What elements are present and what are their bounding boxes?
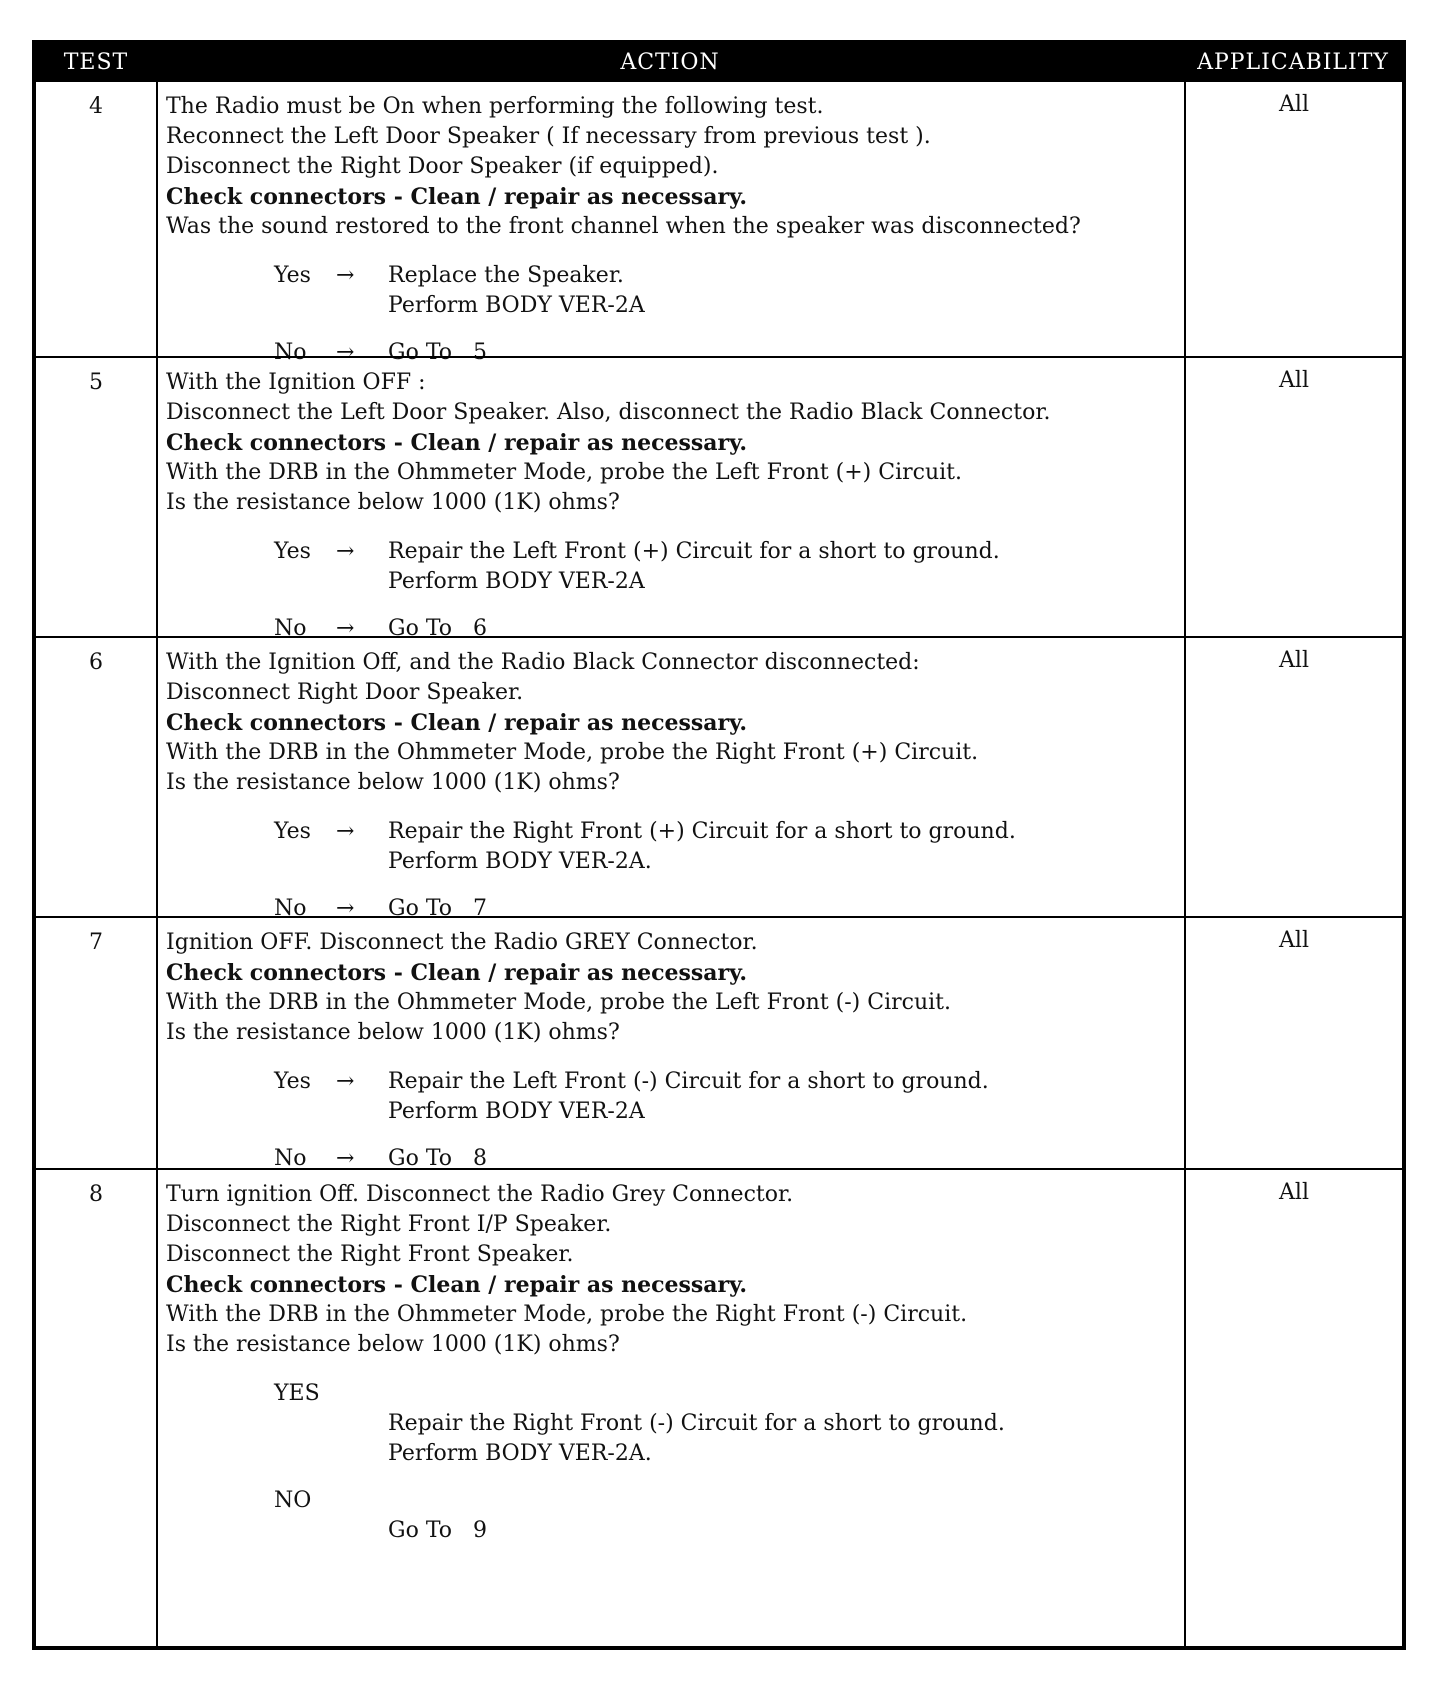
applicability: All [1279, 648, 1309, 673]
action-line: Disconnect Right Door Speaker. [166, 680, 524, 705]
action-line: Disconnect the Left Door Speaker. Also, disconnect the Radio Black Connector. [166, 400, 1051, 425]
yes-result: Repair the Left Front (+) Circuit for a short to ground. [388, 539, 1000, 564]
yes-label: YES [274, 1381, 320, 1406]
action-cell [166, 928, 1176, 1174]
action-line: With the DRB in the Ohmmeter Mode, probe the Right Front (+) Circuit. [166, 740, 979, 765]
yes-result: Repair the Left Front (-) Circuit for a short to ground. [388, 1069, 989, 1094]
table-row [36, 1168, 1402, 1648]
test-number: 6 [89, 650, 103, 675]
action-question: Is the resistance below 1000 (1K) ohms? [166, 490, 620, 515]
action-question: Was the sound restored to the front channel when the speaker was disconnected? [166, 214, 1081, 239]
yes-branch [166, 1067, 1176, 1097]
yes-result: Perform BODY VER-2A [388, 293, 645, 318]
applicability: All [1279, 92, 1309, 117]
table-row [36, 916, 1402, 1170]
yes-result: Perform BODY VER-2A [388, 1099, 645, 1124]
arrow-icon: → [336, 340, 355, 365]
header-test: TEST [63, 50, 129, 75]
test-number: 8 [89, 1182, 103, 1207]
no-result: Go To 8 [388, 1146, 487, 1171]
action-line: Reconnect the Left Door Speaker ( If necessary from previous test ). [166, 124, 931, 149]
table-header [36, 44, 1402, 82]
no-label: NO [274, 1488, 312, 1513]
yes-result: Perform BODY VER-2A. [388, 1441, 652, 1466]
no-result: Go To 9 [388, 1518, 487, 1543]
no-branch [166, 1486, 1176, 1516]
yes-result: Replace the Speaker. [388, 263, 624, 288]
no-label: No [274, 616, 307, 641]
header-action: ACTION [620, 50, 720, 75]
action-line: With the Ignition Off, and the Radio Black Connector disconnected: [166, 650, 920, 675]
yes-result: Repair the Right Front (-) Circuit for a short to ground. [388, 1411, 1005, 1436]
action-line: The Radio must be On when performing the following test. [166, 94, 824, 119]
action-cell [166, 1180, 1176, 1546]
applicability: All [1279, 1180, 1309, 1205]
no-label: No [274, 1146, 307, 1171]
table-row [36, 636, 1402, 921]
action-cell [166, 92, 1176, 368]
applicability: All [1279, 928, 1309, 953]
action-line: With the DRB in the Ohmmeter Mode, probe the Left Front (-) Circuit. [166, 990, 951, 1015]
no-result: Go To 5 [388, 340, 487, 365]
yes-branch [166, 1379, 1176, 1409]
arrow-icon: → [336, 616, 355, 641]
yes-branch [166, 817, 1176, 847]
check-connectors-note: Check connectors - Clean / repair as necessary. [166, 184, 748, 210]
yes-result: Perform BODY VER-2A [388, 569, 645, 594]
check-connectors-note: Check connectors - Clean / repair as necessary. [166, 960, 748, 986]
arrow-icon: → [336, 539, 355, 564]
action-line: Turn ignition Off. Disconnect the Radio Grey Connector. [166, 1182, 794, 1207]
check-connectors-note: Check connectors - Clean / repair as necessary. [166, 1272, 748, 1298]
action-cell [166, 648, 1176, 924]
action-line: Disconnect the Right Front Speaker. [166, 1242, 574, 1267]
action-line: Disconnect the Right Front I/P Speaker. [166, 1212, 612, 1237]
action-question: Is the resistance below 1000 (1K) ohms? [166, 1020, 620, 1045]
table-row [36, 356, 1402, 641]
arrow-icon: → [336, 896, 355, 921]
action-question: Is the resistance below 1000 (1K) ohms? [166, 770, 620, 795]
yes-branch [166, 261, 1176, 291]
yes-result: Perform BODY VER-2A. [388, 849, 652, 874]
action-line: With the DRB in the Ohmmeter Mode, probe the Right Front (-) Circuit. [166, 1302, 968, 1327]
arrow-icon: → [336, 1069, 355, 1094]
yes-branch [166, 537, 1176, 567]
action-line: Disconnect the Right Door Speaker (if equipped). [166, 154, 719, 179]
test-number: 5 [89, 370, 103, 395]
table-row [36, 82, 1402, 365]
yes-label: Yes [274, 263, 311, 288]
yes-label: Yes [274, 1069, 311, 1094]
header-applicability: APPLICABILITY [1197, 50, 1389, 75]
arrow-icon: → [336, 263, 355, 288]
action-line: With the Ignition OFF : [166, 370, 426, 395]
yes-label: Yes [274, 819, 311, 844]
action-line: With the DRB in the Ohmmeter Mode, probe the Left Front (+) Circuit. [166, 460, 962, 485]
no-label: No [274, 340, 307, 365]
no-result: Go To 6 [388, 616, 487, 641]
test-number: 4 [89, 94, 103, 119]
no-label: No [274, 896, 307, 921]
action-cell [166, 368, 1176, 644]
no-result: Go To 7 [388, 896, 487, 921]
test-number: 7 [89, 930, 103, 955]
action-line: Ignition OFF. Disconnect the Radio GREY Connector. [166, 930, 758, 955]
yes-label: Yes [274, 539, 311, 564]
action-question: Is the resistance below 1000 (1K) ohms? [166, 1332, 620, 1357]
check-connectors-note: Check connectors - Clean / repair as necessary. [166, 430, 748, 456]
yes-result: Repair the Right Front (+) Circuit for a short to ground. [388, 819, 1016, 844]
arrow-icon: → [336, 1146, 355, 1171]
applicability: All [1279, 368, 1309, 393]
check-connectors-note: Check connectors - Clean / repair as necessary. [166, 710, 748, 736]
test-table [32, 40, 1406, 1650]
arrow-icon: → [336, 819, 355, 844]
